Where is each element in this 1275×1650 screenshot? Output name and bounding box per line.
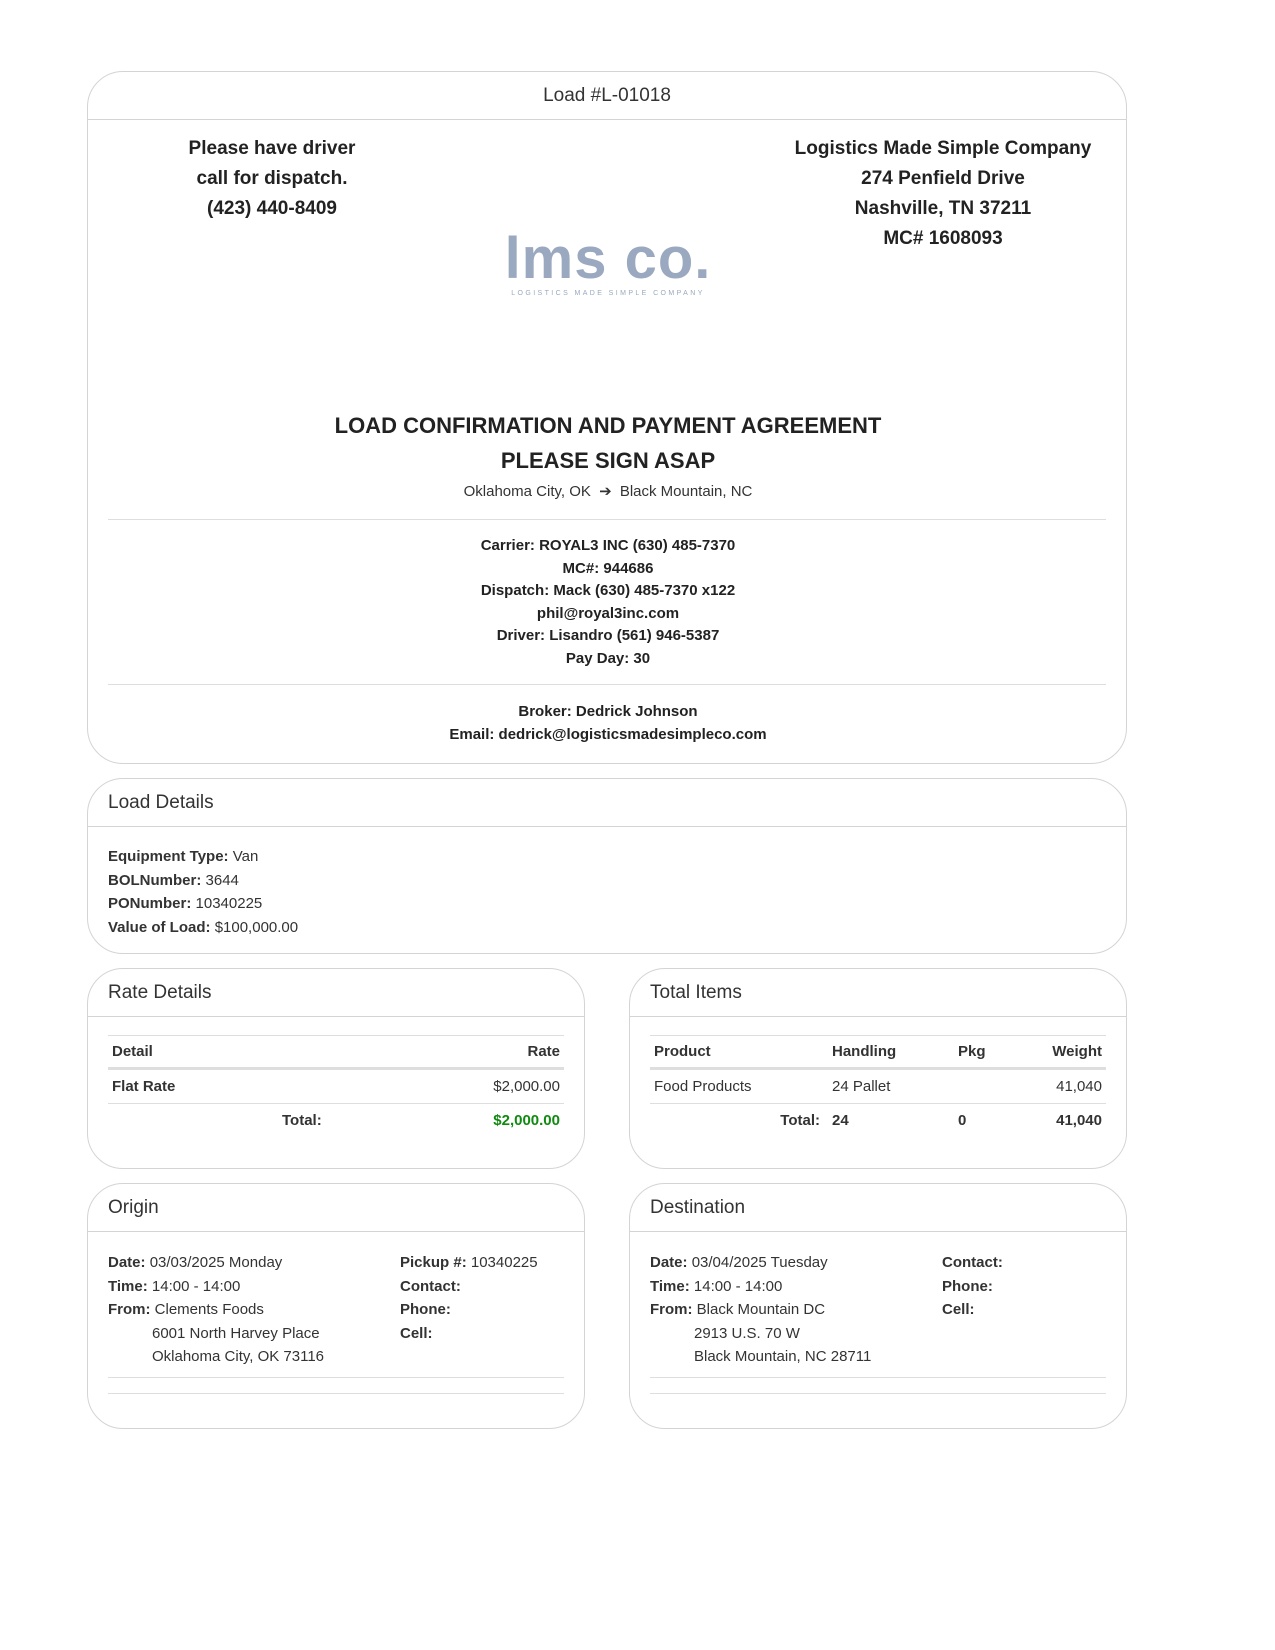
destination-title: Destination — [630, 1184, 1126, 1232]
table-header-row — [650, 1036, 1106, 1069]
total-items-title: Total Items — [630, 969, 1126, 1017]
document-subtitle: PLEASE SIGN ASAP — [500, 448, 716, 473]
destination-contact: Contact: — [942, 1254, 1003, 1271]
destination-phone: Phone: — [942, 1277, 993, 1295]
broker-info — [88, 700, 1128, 746]
carrier-email: phil@royal3inc.com — [536, 604, 680, 622]
destination-date: Date: 03/04/2025 Tuesday — [650, 1254, 828, 1271]
po-number: PONumber: 10340225 — [108, 895, 263, 912]
weight-cell: 41,040 — [1012, 1069, 1106, 1104]
origin-cell: Cell: — [400, 1324, 433, 1342]
load-number: Load #L-01018 — [88, 72, 1126, 120]
load-details-card — [87, 778, 1127, 954]
origin-date: Date: 03/03/2025 Monday — [108, 1254, 283, 1271]
destination-address-line1: 2913 U.S. 70 W — [694, 1324, 800, 1342]
document-title: LOAD CONFIRMATION AND PAYMENT AGREEMENT — [334, 413, 882, 438]
destination-time: Time: 14:00 - 14:00 — [650, 1277, 783, 1295]
logo-tagline: LOGISTICS MADE SIMPLE COMPANY — [511, 290, 705, 297]
rate-details-title: Rate Details — [88, 969, 584, 1017]
company-address-line2: Nashville, TN 37211 — [854, 198, 1032, 219]
route-origin: Oklahoma City, OK — [463, 483, 591, 500]
carrier-mc: MC#: 944686 — [562, 559, 654, 577]
total-row — [108, 1104, 564, 1138]
destination-card — [629, 1183, 1127, 1429]
dispatch-note — [148, 134, 396, 224]
company-name: Logistics Made Simple Company — [794, 138, 1092, 159]
destination-left-col — [650, 1251, 871, 1369]
company-mc: MC# 1608093 — [883, 228, 1003, 249]
equipment-type: Equipment Type: Van — [108, 848, 259, 865]
origin-right-col — [400, 1251, 538, 1345]
total-row — [650, 1104, 1106, 1138]
value-of-load: Value of Load: $100,000.00 — [108, 918, 299, 936]
load-details-list — [108, 845, 298, 939]
column-header-weight: Weight — [1012, 1036, 1106, 1069]
carrier-dispatch: Dispatch: Mack (630) 485-7370 x122 — [480, 582, 736, 599]
total-pkg: 0 — [958, 1112, 967, 1129]
origin-card — [87, 1183, 585, 1429]
origin-phone: Phone: — [400, 1301, 451, 1318]
carrier-pay-day: Pay Day: 30 — [565, 649, 651, 667]
header-card — [87, 71, 1127, 764]
origin-left-col — [108, 1251, 324, 1369]
divider — [650, 1377, 1106, 1378]
column-header-detail: Detail — [108, 1036, 447, 1069]
product-cell: Food Products — [650, 1069, 828, 1104]
total-weight: 41,040 — [1056, 1112, 1102, 1129]
column-header-product: Product — [650, 1036, 828, 1069]
divider — [650, 1393, 1106, 1394]
total-label: Total: — [282, 1112, 322, 1129]
origin-address-line2: Oklahoma City, OK 73116 — [152, 1348, 325, 1365]
load-details-title: Load Details — [88, 779, 1126, 827]
divider — [108, 1377, 564, 1378]
column-header-pkg: Pkg — [954, 1036, 1012, 1069]
origin-title: Origin — [88, 1184, 584, 1232]
broker-email: Email: dedrick@logisticsmadesimpleco.com — [449, 726, 767, 743]
origin-address-line1: 6001 North Harvey Place — [152, 1324, 320, 1342]
total-items-card — [629, 968, 1127, 1169]
handling-cell: 24 Pallet — [828, 1069, 954, 1104]
logo-text: lms co. — [504, 226, 712, 291]
destination-address-line2: Black Mountain, NC 28711 — [694, 1348, 872, 1365]
origin-from: From: Clements Foods — [108, 1301, 264, 1318]
carrier-name: Carrier: ROYAL3 INC (630) 485-7370 — [480, 537, 736, 554]
carrier-driver: Driver: Lisandro (561) 946-5387 — [496, 627, 720, 644]
origin-contact: Contact: — [400, 1277, 461, 1295]
total-label: Total: — [780, 1112, 820, 1129]
rate-details-card — [87, 968, 585, 1169]
company-logo — [493, 224, 723, 297]
divider — [108, 1393, 564, 1394]
column-header-handling: Handling — [828, 1036, 954, 1069]
company-address-line1: 274 Penfield Drive — [861, 168, 1025, 189]
rate-value-cell: $2,000.00 — [447, 1069, 564, 1104]
company-info — [778, 134, 1108, 254]
pkg-cell — [954, 1069, 1012, 1104]
rate-table — [108, 1035, 564, 1137]
origin-time: Time: 14:00 - 14:00 — [108, 1277, 241, 1295]
broker-name: Broker: Dedrick Johnson — [518, 703, 698, 720]
carrier-info — [88, 535, 1128, 670]
dispatch-note-line: Please have driver — [188, 138, 356, 159]
route — [88, 482, 1128, 500]
destination-from: From: Black Mountain DC — [650, 1301, 826, 1318]
column-header-rate: Rate — [447, 1036, 564, 1069]
table-header-row — [108, 1036, 564, 1069]
total-value: $2,000.00 — [493, 1112, 560, 1129]
table-row — [108, 1069, 564, 1104]
origin-pickup-number: Pickup #: 10340225 — [400, 1254, 538, 1271]
arrow-right-icon: ➔ — [599, 483, 612, 500]
items-table-wrap — [650, 1035, 1106, 1137]
bol-number: BOLNumber: 3644 — [108, 871, 239, 889]
rate-table-wrap — [108, 1035, 564, 1137]
destination-cell: Cell: — [942, 1301, 975, 1318]
divider — [108, 519, 1106, 520]
route-destination: Black Mountain, NC — [619, 483, 753, 500]
dispatch-note-line: call for dispatch. — [196, 168, 348, 189]
divider — [108, 684, 1106, 685]
table-row — [650, 1069, 1106, 1104]
dispatch-phone: (423) 440-8409 — [207, 198, 337, 219]
items-table — [650, 1035, 1106, 1137]
destination-right-col — [942, 1251, 1003, 1322]
rate-detail-cell: Flat Rate — [108, 1069, 447, 1104]
total-handling: 24 — [832, 1112, 849, 1129]
